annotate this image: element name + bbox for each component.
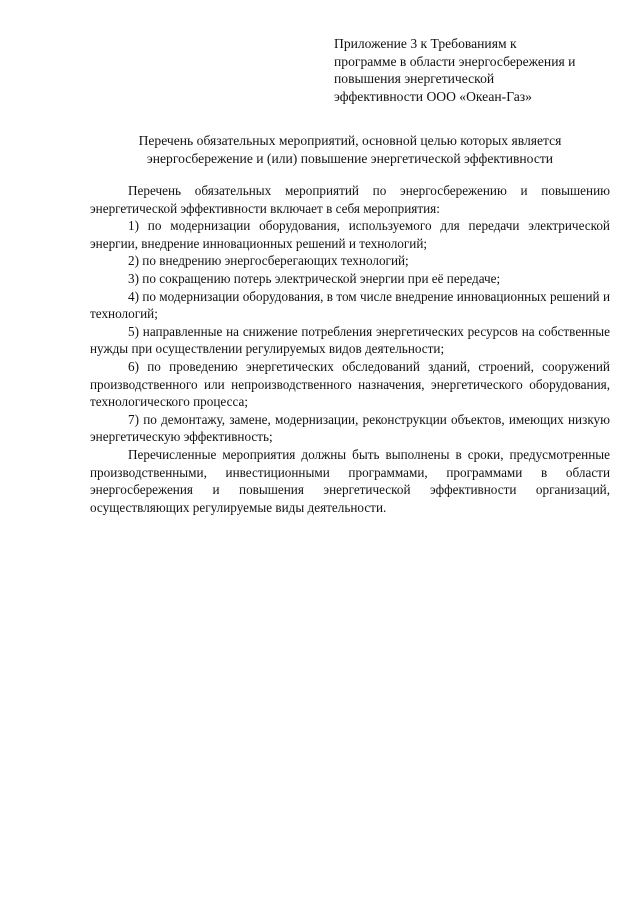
list-item: 4) по модернизации оборудования, в том числе внедрение инновационных решений и технологий; — [90, 288, 610, 322]
appendix-line: программе в области энергосбережения и — [334, 53, 576, 69]
title-line: энергосбережение и (или) повышение энергетической эффективности — [146, 150, 554, 166]
list-item: 7) по демонтажу, замене, модернизации, реконструкции объектов, имеющих низкую энергетическую эффективность; — [90, 411, 610, 445]
appendix-line: эффективности ООО «Океан-Газ» — [334, 88, 532, 104]
appendix-line: Приложение 3 к Требованиям к — [334, 36, 517, 51]
closing-paragraph: Перечисленные мероприятия должны быть выполнены в сроки, предусмотренные производственными, инвестиционными программами, программами в области энергосбережения и повышения энергетической эффективности организаций, осуществляющих регулируемые виды деятельности. — [90, 446, 610, 515]
list-item: 6) по проведению энергетических обследований зданий, строений, сооружений производственного или непроизводственного назначения, энергетического оборудования, технологического процесса; — [90, 358, 610, 410]
list-item: 3) по сокращению потерь электрической энергии при её передаче; — [128, 270, 501, 286]
document-body — [90, 182, 610, 516]
list-item: 1) по модернизации оборудования, используемого для передачи электрической энергии, внедрение инновационных решений и технологий; — [90, 218, 610, 251]
intro-paragraph: Перечень обязательных мероприятий по энергосбережению и повышению энергетической эффективности включает в себя мероприятия: — [90, 183, 610, 216]
title-line: Перечень обязательных мероприятий, основной целью которых является — [138, 133, 562, 148]
appendix-line: повышения энергетической — [334, 71, 495, 87]
list-item: 2) по внедрению энергосберегающих технологий; — [128, 253, 409, 269]
document-title — [90, 132, 610, 167]
list-item: 5) направленные на снижение потребления энергетических ресурсов на собственные нужды при осуществлении регулируемых видов деятельности; — [90, 323, 610, 357]
appendix-header — [334, 35, 624, 105]
